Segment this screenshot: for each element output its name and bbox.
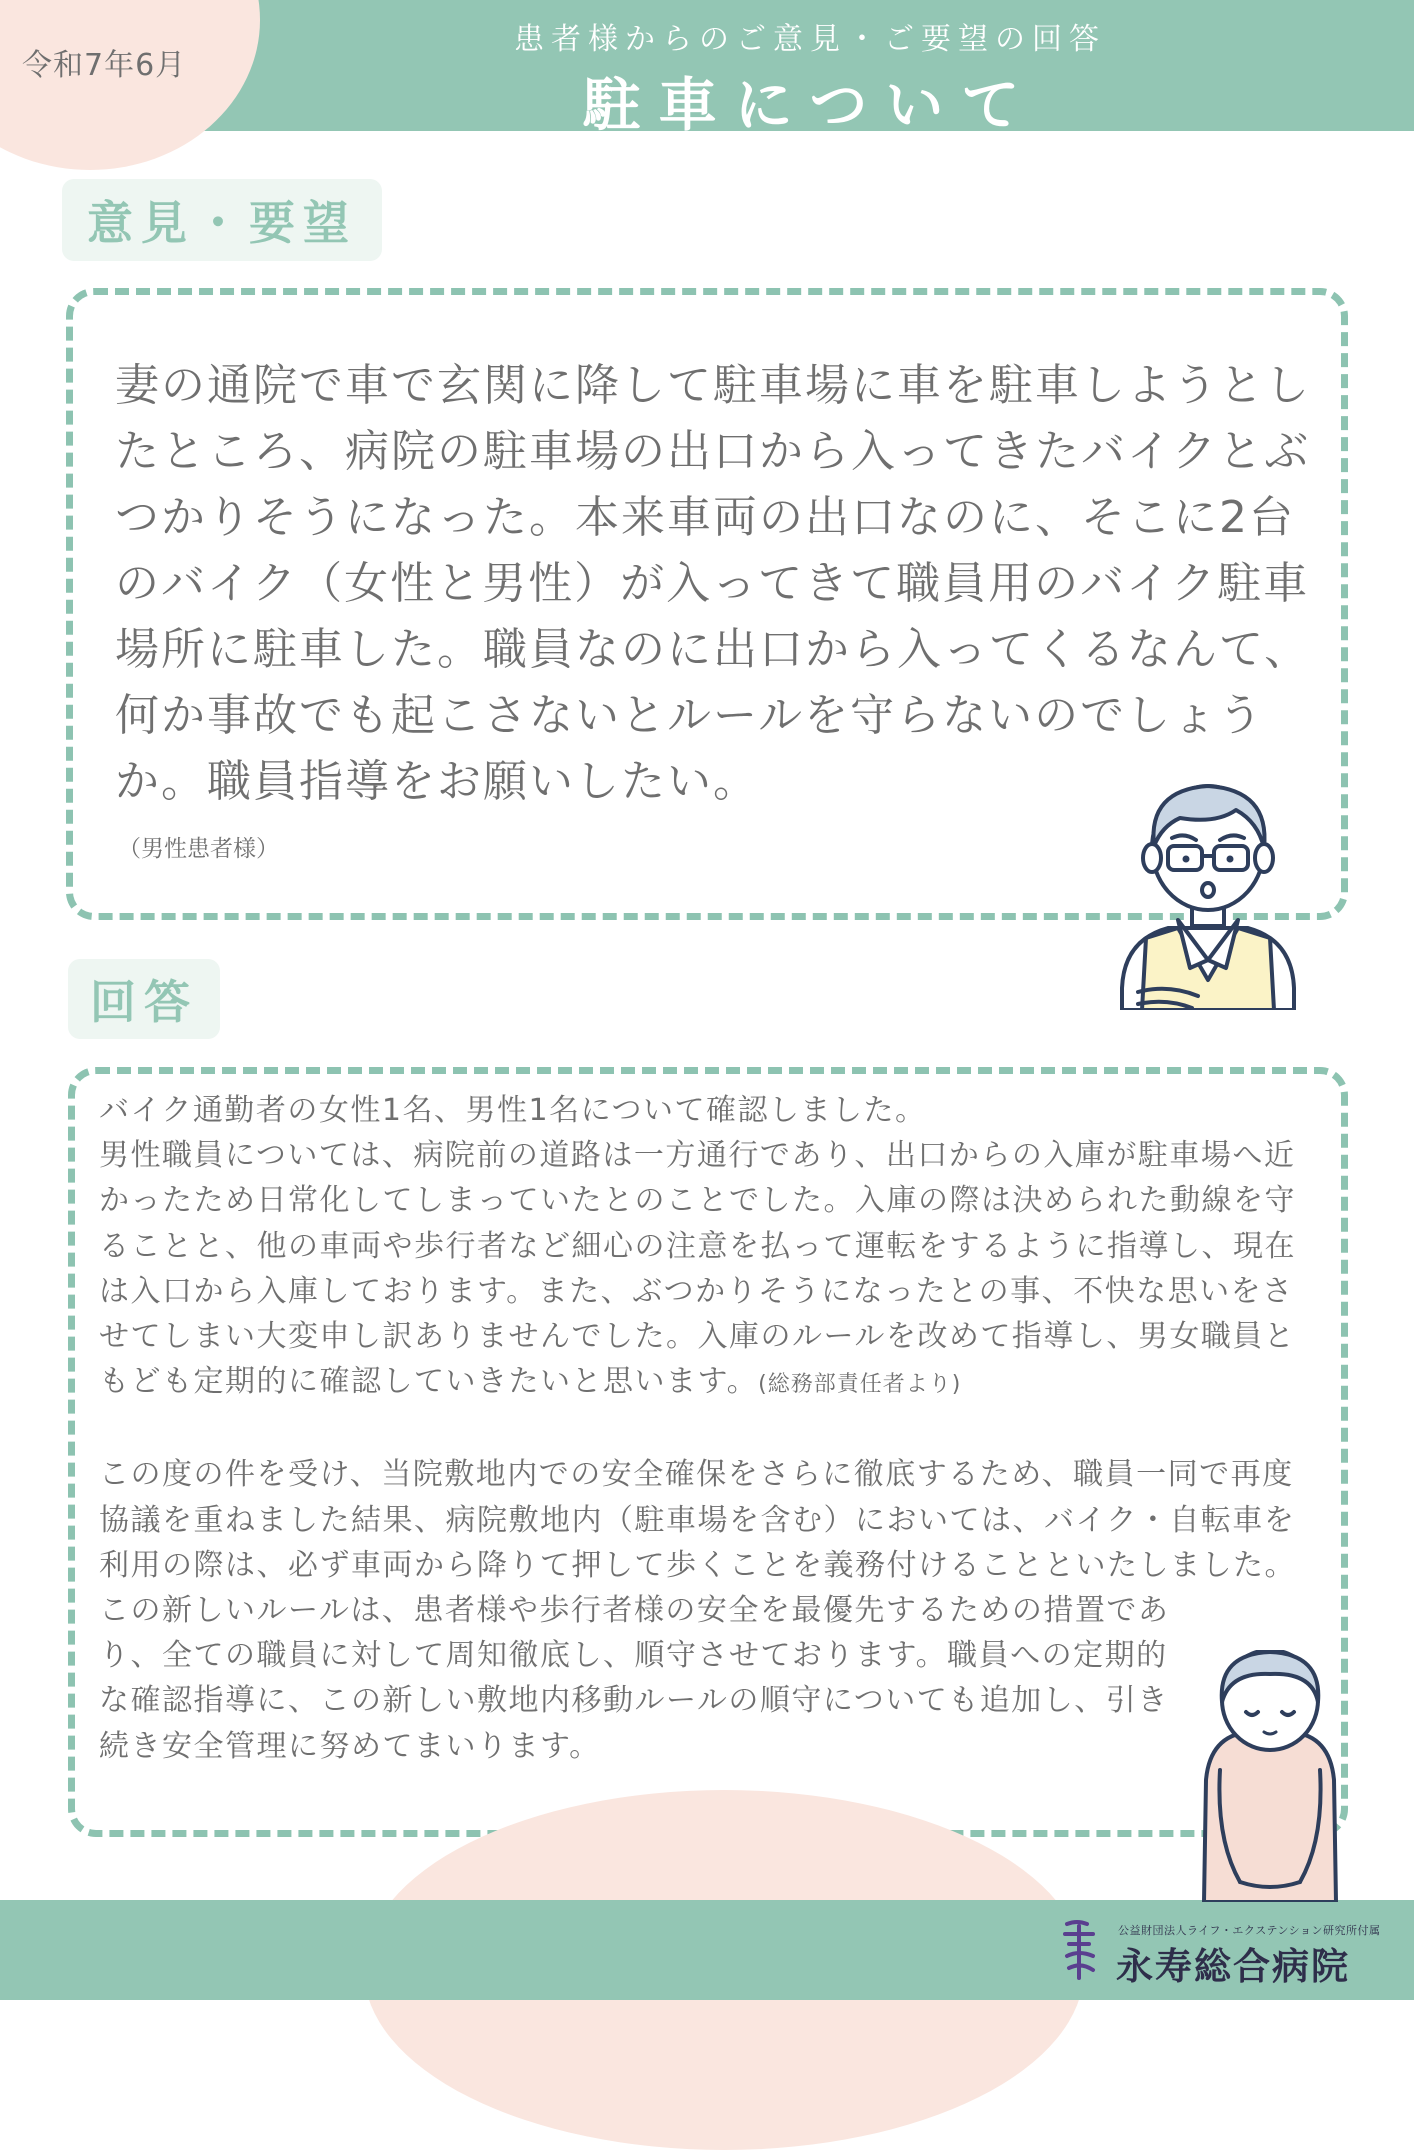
- answer-source: (総務部責任者より): [758, 1372, 962, 1398]
- answer-paragraph-2: [99, 1133, 1319, 1407]
- header-subtitle: 患者様からのご意見・ご要望の回答: [514, 22, 1106, 57]
- answer-paragraph-2-text: 男性職員については、病院前の道路は一方通行であり、出口からの入庫が駐車場へ近かったため日常化してしまっていたとのことでした。入庫の際は決められた動線を守ることと、他の車両や歩行者など細心の注意を払って運転をするように指導し、現在は入口から入庫しております。また、ぶつかりそうになったとの事、不快な思いをさせてしまい大変申し訳ありませんでした。入庫のルールを改めて指導し、男女職員ともども定期的に確認していきたいと思います。: [99, 1138, 1296, 1400]
- issue-date: 令和7年6月: [22, 48, 187, 83]
- corner-decoration: [0, 0, 260, 170]
- opinion-source: （男性患者様）: [118, 836, 279, 862]
- opinion-section-tag: 意見・要望: [62, 179, 382, 261]
- staff-bowing-illustration: [1190, 1650, 1350, 1902]
- hospital-logo-icon: [1063, 1918, 1097, 1982]
- male-patient-illustration: [1108, 760, 1308, 1010]
- answer-paragraph-4: この新しいルールは、患者様や歩行者様の安全を最優先するための措置であり、全ての職員に対して周知徹底し、順守させております。職員への定期的な確認指導に、この新しい敷地内移動ルールの順守についても追加し、引き続き安全管理に努めてまいります。: [99, 1593, 1170, 1764]
- answer-section-tag: 回答: [68, 959, 220, 1039]
- hospital-name: 永寿総合病院: [1116, 1945, 1350, 1988]
- page-title: 駐車について: [582, 71, 1038, 139]
- opinion-text: 妻の通院で車で玄関に降して駐車場に車を駐車しようとしたところ、病院の駐車場の出口から入ってきたバイクとぶつかりそうになった。本来車両の出口なのに、そこに2台のバイク（女性と男性）が入ってきて職員用のバイク駐車場所に駐車した。職員なのに出口から入ってくるなんて、何か事故でも起こさないとルールを守らないのでしょうか。職員指導をお願いしたい。: [115, 360, 1311, 807]
- paragraph-gap: [99, 1407, 1319, 1452]
- answer-text: [99, 1088, 1319, 1769]
- answer-paragraph-1: バイク通勤者の女性1名、男性1名について確認しました。: [99, 1093, 927, 1128]
- hospital-foundation-name: 公益財団法人ライフ・エクステンション研究所付属: [1118, 1924, 1381, 1937]
- answer-paragraph-3: この度の件を受け、当院敷地内での安全確保をさらに徹底するため、職員一同で再度協議を重ねました結果、病院敷地内（駐車場を含む）においては、バイク・自転車を利用の際は、必ず車両から降りて押して歩くことを義務付けることといたしました。: [99, 1457, 1296, 1583]
